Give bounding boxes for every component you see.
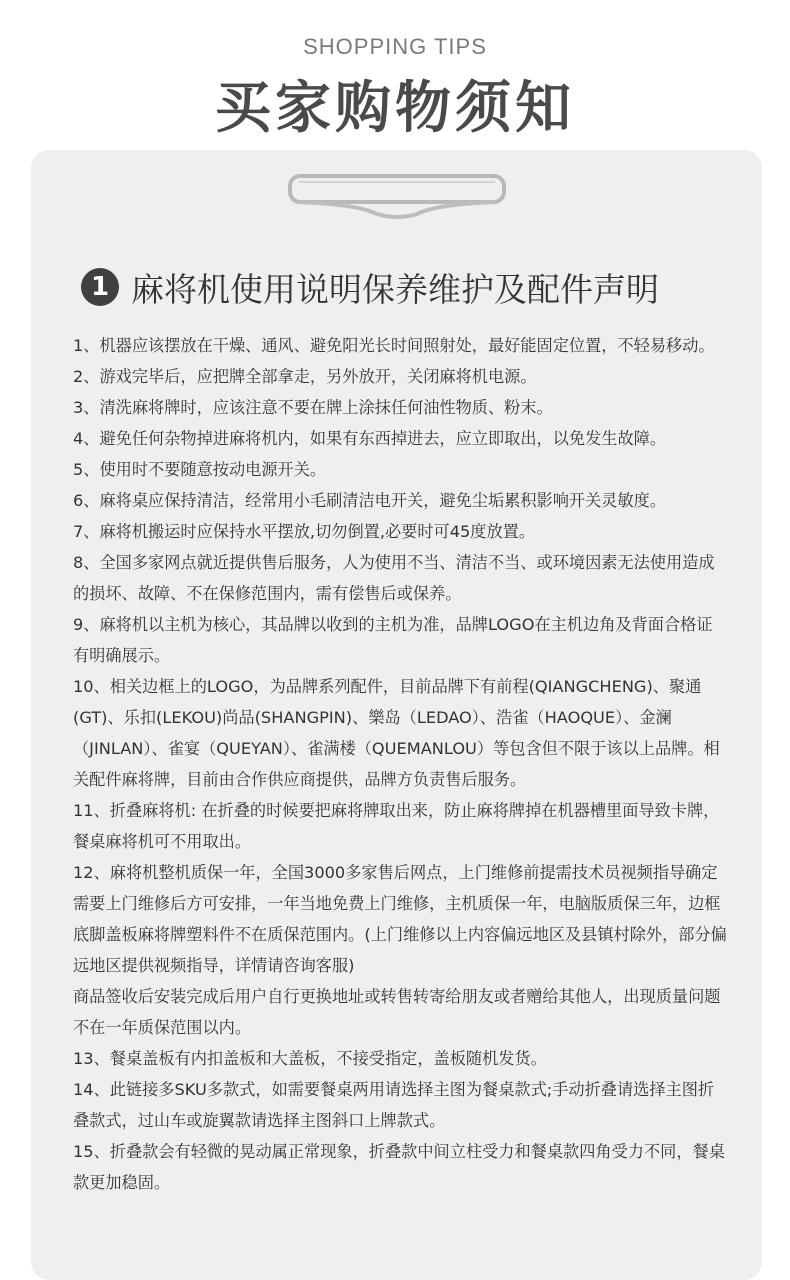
section-title: 麻将机使用说明保养维护及配件声明 — [131, 269, 659, 309]
notice-card — [31, 150, 762, 1280]
notice-item: 9、麻将机以主机为核心，其品牌以收到的主机为准，品牌LOGO在主机边角及背面合格证有明确展示。 — [73, 615, 713, 665]
notice-item: 12、麻将机整机质保一年，全国3000多家售后网点，上门维修前提需技术员视频指导确定需要上门维修后方可安排，一年当地免费上门维修，主机质保一年，电脑版质保三年，边框底脚盖板麻将牌塑料件不在质保范围内。(上门维修以上内容偏远地区及县镇村除外，部分偏远地区提供视频指导，详情请咨询客服) — [73, 863, 727, 975]
notice-item: 13、餐桌盖板有内扣盖板和大盖板，不接受指定，盖板随机发货。 — [73, 1049, 547, 1068]
header-subtitle: SHOPPING TIPS — [303, 34, 487, 59]
notice-item: 1、机器应该摆放在干燥、通风、避免阳光长时间照射处，最好能固定位置，不轻易移动。 — [73, 336, 715, 355]
notice-item: 2、游戏完毕后，应把牌全部拿走，另外放开，关闭麻将机电源。 — [73, 367, 537, 386]
section-number-badge: 1 — [81, 268, 119, 306]
notice-item: 8、全国多家网点就近提供售后服务，人为使用不当、清洁不当、或环境因素无法使用造成的损坏、故障、不在保修范围内，需有偿售后或保养。 — [73, 553, 715, 603]
notice-item: 7、麻将机搬运时应保持水平摆放,切勿倒置,必要时可45度放置。 — [73, 522, 536, 541]
notice-item: 11、折叠麻将机: 在折叠的时候要把麻将牌取出来，防止麻将牌掉在机器槽里面导致卡牌，餐桌麻将机可不用取出。 — [73, 801, 720, 851]
notice-item: 10、相关边框上的LOGO，为品牌系列配件，目前品牌下有前程(QIANGCHENG)、聚通(GT)、乐扣(LEKOU)尚品(SHANGPIN)、樂岛（LEDAO）、浩雀（HAOQUE）、金澜（JINLAN）、雀宴（QUEYAN）、雀满楼（QUEMANLOU）等包含但不限于该以上品牌。相关配件麻将牌，目前由合作供应商提供，品牌方负责售后服务。 — [73, 677, 720, 789]
section-heading — [81, 262, 741, 312]
notice-item: 14、此链接多SKU多款式，如需要餐桌两用请选择主图为餐桌款式;手动折叠请选择主图折叠款式，过山车或旋翼款请选择主图斜口上牌款式。 — [73, 1080, 715, 1130]
page-title: 买家购物须知 — [215, 76, 575, 141]
notice-item: 5、使用时不要随意按动电源开关。 — [73, 460, 327, 479]
paper-clip-icon — [287, 172, 507, 222]
notice-item: 6、麻将桌应保持清洁，经常用小毛刷清洁电开关，避免尘垢累积影响开关灵敏度。 — [73, 491, 667, 510]
notice-item: 商品签收后安装完成后用户自行更换地址或转售转寄给朋友或者赠给其他人，出现质量问题不在一年质保范围以内。 — [73, 987, 721, 1037]
notice-list — [73, 330, 728, 1198]
notice-item: 15、折叠款会有轻微的晃动属正常现象，折叠款中间立柱受力和餐桌款四角受力不同，餐桌款更加稳固。 — [73, 1142, 725, 1192]
notice-item: 3、清洗麻将牌时，应该注意不要在牌上涂抹任何油性物质、粉末。 — [73, 398, 553, 417]
notice-item: 4、避免任何杂物掉进麻将机内，如果有东西掉进去，应立即取出，以免发生故障。 — [73, 429, 667, 448]
